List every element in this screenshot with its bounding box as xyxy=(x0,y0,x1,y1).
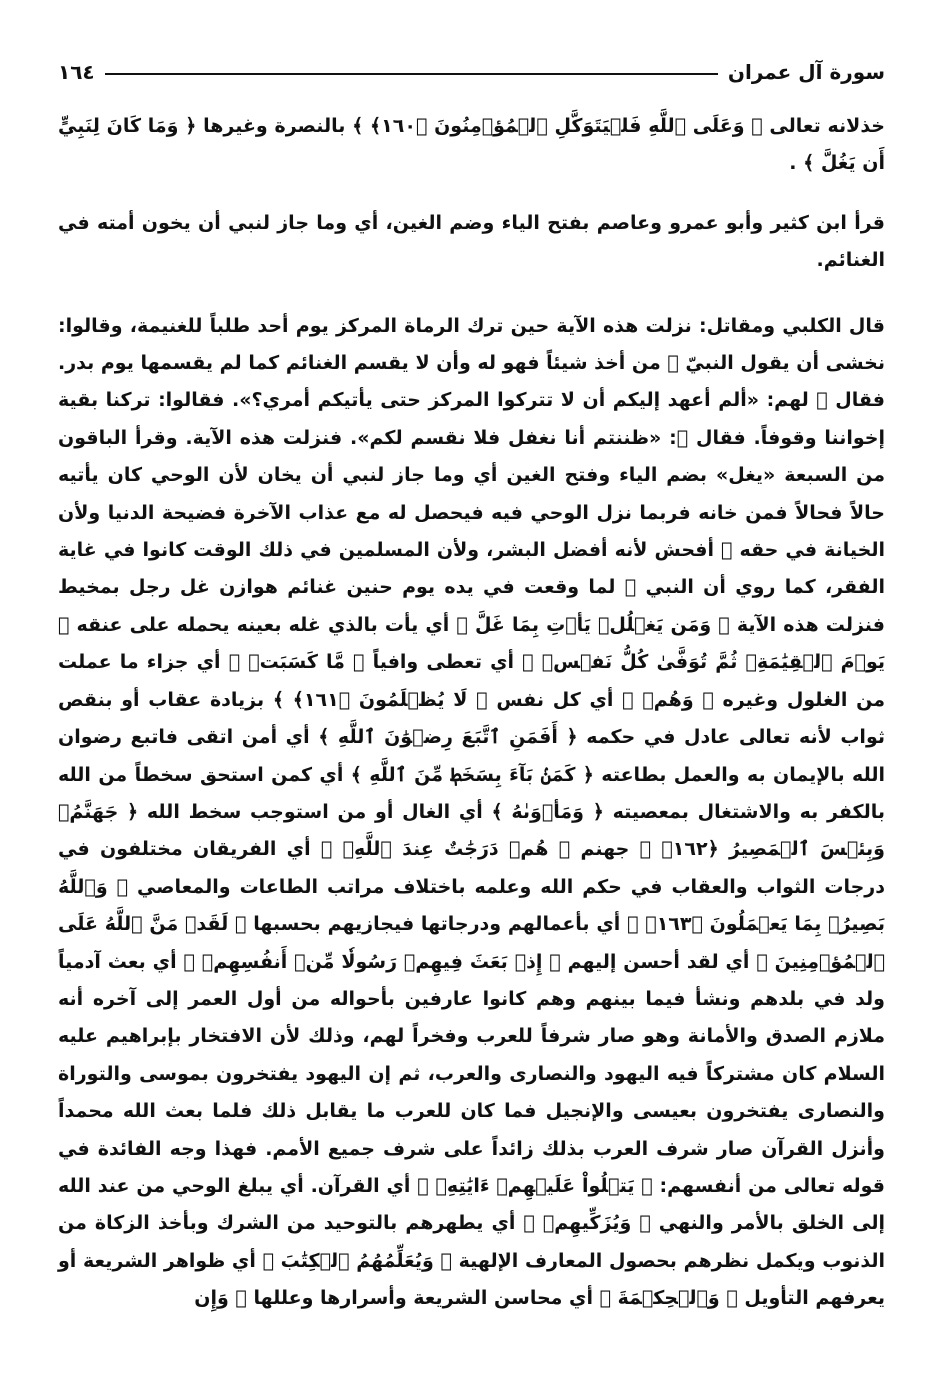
page-header xyxy=(58,52,885,92)
header-rule xyxy=(105,73,718,75)
paragraph-reading: قرأ ابن كثير وأبو عمرو وعاصم بفتح الياء وضم الغين، أي وما جاز لنبي أن يخون أمته في الغنائم. xyxy=(58,211,885,272)
page-number: ١٦٤ xyxy=(58,60,95,84)
paragraph-commentary: قال الكلبي ومقاتل: نزلت هذه الآية حين ترك الرماة المركز يوم أحد طلباً للغنيمة، وقالوا: نخشى أن يقول النبيّ ﷺ من أخذ شيئاً فهو له وأن لا يقسم الغنائم كما لم يقسمها يوم بدر. فقال ﷺ لهم: «ألم أعهد إليكم أن لا تتركوا المركز حتى يأتيكم أمري؟». فقالوا: تركنا بقية إخواننا وقوفاً. فقال ﷺ: «ظننتم أنا نغفل فلا نقسم لكم». فنزلت هذه الآية. وقرأ الباقون من السبعة «يغل» بضم الياء وفتح الغين أي وما جاز لنبي أن يخان لأن الوحي كان يأتيه حالاً فحالاً فمن خانه فربما نزل الوحي فيه فيحصل له مع عذاب الآخرة فضيحة الدنيا ولأن الخيانة في حقه ﷺ أفحش لأنه أفضل البشر، ولأن المسلمين في ذلك الوقت كانوا في غاية الفقر، كما روي أن النبي ﷺ لما وقعت في يده يوم حنين غنائم هوازن غل رجل بمخيط فنزلت هذه الآية ﴿ وَمَن يَغۡلُلۡ يَأۡتِ بِمَا غَلَّ ﴾ أي يأت بالذي غله بعينه يحمله على عنقه ﴿ يَوۡمَ ٱلۡقِيَٰمَةِۚ ثُمَّ تُوَفَّىٰ كُلُّ نَفۡسٖ ﴾ أي تعطى وافياً ﴿ مَّا كَسَبَتۡ ﴾ أي جزاء ما عملت من الغلول وغيره ﴿ وَهُمۡ ﴾ أي كل نفس ﴿ لَا يُظۡلَمُونَ ﴿١٦١﴾ ﴾ بزيادة عقاب أو بنقص ثواب لأنه تعالى عادل في حكمه ﴿ أَفَمَنِ ٱتَّبَعَ رِضۡوَٰنَ ٱللَّهِ ﴾ أي أمن اتقى فاتبع رضوان الله بالإيمان به والعمل بطاعته ﴿ كَمَنۢ بَآءَ بِسَخَطٖ مِّنَ ٱللَّهِ ﴾ أي كمن استحق سخطاً من الله بالكفر به والاشتغال بمعصيته ﴿ وَمَأۡوَىٰهُ ﴾ أي الغال أو من استوجب سخط الله ﴿ جَهَنَّمُۖ وَبِئۡسَ ٱلۡمَصِيرُ ﴿١٦٢﴾ ﴾ جهنم ﴿ هُمۡ دَرَجَٰتٌ عِندَ ٱللَّهِۗ ﴾ أي الفريقان مختلفون في درجات الثواب والعقاب في حكم الله وعلمه باختلاف مراتب الطاعات والمعاصي ﴿ وَٱللَّهُ بَصِيرُۢ بِمَا يَعۡمَلُونَ ﴿١٦٣﴾ ﴾ أي بأعمالهم ودرجاتها فيجازيهم بحسبها ﴿ لَقَدۡ مَنَّ ٱللَّهُ عَلَى ٱلۡمُؤۡمِنِينَ ﴾ أي لقد أحسن إليهم ﴿ إِذۡ بَعَثَ فِيهِمۡ رَسُولٗا مِّنۡ أَنفُسِهِمۡ ﴾ أي بعث آدمياً ولد في بلدهم ونشأ فيما بينهم وهم كانوا عارفين بأحواله من أول العمر إلى آخره أنه ملازم الصدق والأمانة وهو صار شرفاً للعرب وفخراً لهم، وذلك لأن الافتخار بإبراهيم عليه السلام كان مشتركاً فيه اليهود والنصارى والعرب، ثم إن اليهود يفتخرون بموسى والتوراة والنصارى يفتخرون بعيسى والإنجيل فما كان للعرب ما يقابل ذلك فلما بعث الله محمداً وأنزل القرآن صار شرف العرب بذلك زائداً على شرف جميع الأمم. فهذا وجه الفائدة في قوله تعالى من أنفسهم: ﴿ يَتۡلُواْ عَلَيۡهِمۡ ءَايَٰتِهِۦ ﴾ أي القرآن. أي يبلغ الوحي من عند الله إلى الخلق بالأمر والنهي ﴿ وَيُزَكِّيهِمۡ ﴾ أي يطهرهم بالتوحيد من الشرك وبأخذ الزكاة من الذنوب ويكمل نظرهم بحصول المعارف الإلهية ﴿ وَيُعَلِّمُهُمُ ٱلۡكِتَٰبَ ﴾ أي ظواهر الشريعة أو يعرفهم التأويل ﴿ وَٱلۡحِكۡمَةَ ﴾ أي محاسن الشريعة وأسرارها وعللها ﴿ وَإِن xyxy=(58,314,886,1310)
paragraph-opening: خذلانه تعالى ﴿ وَعَلَى ٱللَّهِ فَلۡيَتَوَكَّلِ ٱلۡمُؤۡمِنُونَ ﴿١٦٠﴾ ﴾ بالنصرة وغيرها ﴿ وَمَا كَانَ لِنَبِيٍّ أَن يَغُلَّ ﴾ . xyxy=(58,115,885,175)
page-body xyxy=(58,108,885,1318)
surah-title: سورة آل عمران xyxy=(727,60,885,84)
